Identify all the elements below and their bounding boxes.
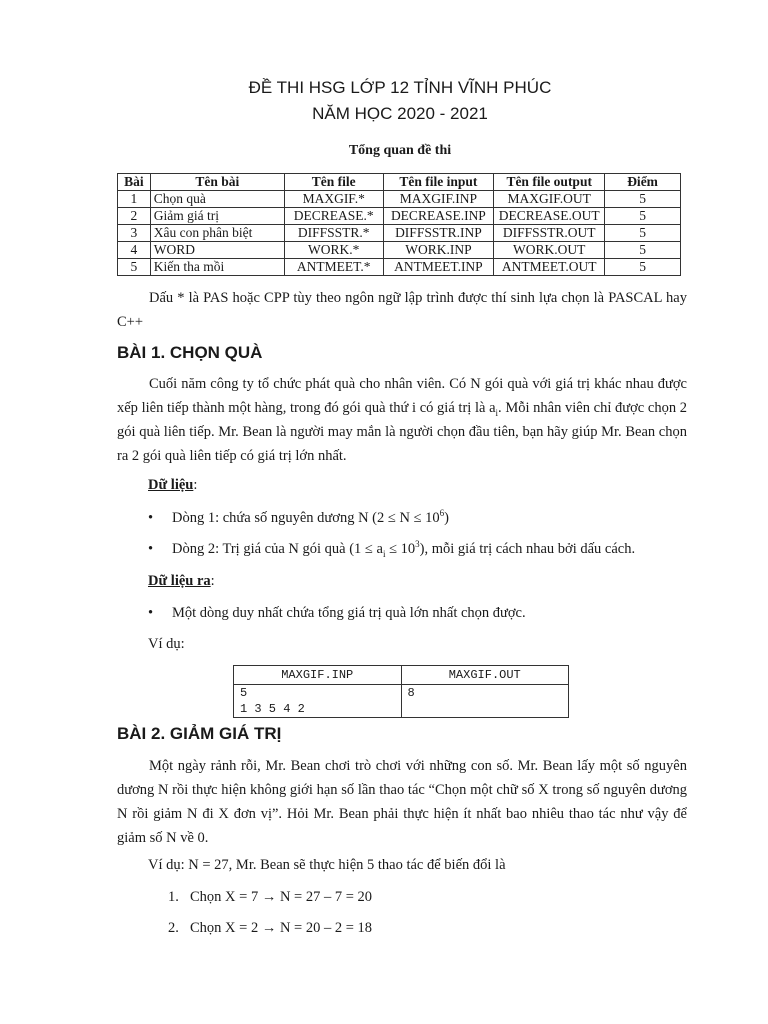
step-number: 2. — [168, 920, 179, 936]
step-number: 1. — [168, 889, 179, 905]
table-row — [118, 208, 681, 225]
example-output-header: MAXGIF.OUT — [401, 666, 569, 685]
cell-file: DIFFSSTR.* — [284, 225, 383, 242]
cell-points: 5 — [605, 225, 681, 242]
cell-output: DIFFSSTR.OUT — [494, 225, 605, 242]
cell-file: WORK.* — [284, 242, 383, 259]
bullet-dot-icon: • — [148, 605, 154, 621]
cell-output: WORK.OUT — [494, 242, 605, 259]
output-label-text: Dữ liệu ra — [148, 573, 211, 589]
language-note: Dấu * là PAS hoặc CPP tùy theo ngôn ngữ lập trình được thí sinh lựa chọn là PASCAL hay C++ — [117, 290, 687, 330]
exam-year: NĂM HỌC 2020 - 2021 — [312, 104, 488, 123]
cell-no: 4 — [118, 242, 151, 259]
overview-subtitle: Tổng quan đề thi — [348, 143, 452, 158]
problem1-statement-sub: i — [495, 407, 499, 418]
example-table — [233, 665, 569, 718]
cell-output: DECREASE.OUT — [494, 208, 605, 225]
step-text: Chọn X = 2 → N = 20 – 2 = 18 — [190, 920, 373, 936]
cell-no: 3 — [118, 225, 151, 242]
overview-table — [117, 173, 681, 276]
output-bullet-1 — [148, 605, 526, 622]
input-bullet-2 — [148, 541, 635, 558]
problem2-example-intro: Ví dụ: N = 27, Mr. Bean sẽ thực hiện 5 thao tác để biến đổi là — [148, 857, 506, 873]
problem1-statement-part1: Cuối năm công ty tổ chức phát quà cho nhân viên. Có N gói quà với giá trị khác nhau được xếp liên tiếp thành một hàng, trong đó gói quà thứ i có giá trị là a — [117, 376, 687, 416]
cell-file: MAXGIF.* — [284, 191, 383, 208]
input-bullet-2-text-c: ), mỗi giá trị cách nhau bởi dấu cách. — [419, 541, 636, 557]
cell-points: 5 — [605, 191, 681, 208]
example-input-header: MAXGIF.INP — [234, 666, 402, 685]
bullet-dot-icon: • — [148, 541, 154, 557]
example-input-cell — [234, 685, 402, 718]
input-bullet-2-text-a: Dòng 2: Trị giá của N gói quà (1 ≤ a — [172, 541, 383, 557]
example-output-cell — [401, 685, 569, 718]
cell-input: WORK.INP — [383, 242, 494, 259]
cell-name: Kiến tha mồi — [150, 259, 284, 276]
cell-name: WORD — [150, 242, 284, 259]
table-row — [118, 191, 681, 208]
cell-output: MAXGIF.OUT — [494, 191, 605, 208]
step-item — [168, 920, 372, 937]
cell-input: DIFFSSTR.INP — [383, 225, 494, 242]
col-header-output: Tên file output — [494, 174, 605, 191]
col-header-points: Điểm — [605, 174, 681, 191]
problem1-input-label: Dữ liệu: — [148, 477, 198, 493]
problem2-heading: BÀI 2. GIẢM GIÁ TRỊ — [117, 724, 282, 743]
input-bullet-2-sup: 3 — [415, 539, 420, 550]
input-bullet-1-text-b: ) — [444, 510, 449, 526]
col-header-no: Bài — [118, 174, 151, 191]
input-bullet-1-text-a: Dòng 1: chứa số nguyên dương N (2 ≤ N ≤ 10 — [172, 510, 440, 526]
example-data-row — [234, 685, 569, 718]
cell-name: Giảm giá trị — [150, 208, 284, 225]
output-bullet-1-text: Một dòng duy nhất chứa tổng giá trị quà lớn nhất chọn được. — [172, 605, 526, 621]
table-row — [118, 225, 681, 242]
step-item — [168, 889, 372, 906]
cell-no: 2 — [118, 208, 151, 225]
input-bullet-2-text-b: ≤ 10 — [385, 541, 416, 557]
exam-title: ĐỀ THI HSG LỚP 12 TỈNH VĨNH PHÚC — [248, 78, 552, 97]
problem1-statement — [117, 372, 687, 468]
col-header-name: Tên bài — [150, 174, 284, 191]
cell-points: 5 — [605, 242, 681, 259]
table-row — [118, 242, 681, 259]
problem1-heading: BÀI 1. CHỌN QUÀ — [117, 343, 263, 362]
col-header-input: Tên file input — [383, 174, 494, 191]
bullet-dot-icon: • — [148, 510, 154, 526]
cell-input: DECREASE.INP — [383, 208, 494, 225]
cell-no: 5 — [118, 259, 151, 276]
example-header-row — [234, 666, 569, 685]
cell-points: 5 — [605, 208, 681, 225]
input-bullet-1 — [148, 510, 449, 527]
problem1-output-label: Dữ liệu ra: — [148, 573, 215, 589]
input-label-text: Dữ liệu — [148, 477, 194, 493]
problem1-statement-part2: . Mỗi nhân viên chỉ được chọn 2 gói quà liên tiếp. Mr. Bean là người may mắn là người chọn đầu tiên, bạn hãy giúp Mr. Bean chọn ra 2 gói quà liên tiếp có giá trị lớn nhất. — [117, 400, 687, 464]
cell-points: 5 — [605, 259, 681, 276]
input-bullet-2-sub: i — [382, 548, 386, 559]
example-input-line: 5 — [240, 686, 248, 700]
overview-header-row — [118, 174, 681, 191]
cell-output: ANTMEET.OUT — [494, 259, 605, 276]
example-output-line: 8 — [407, 686, 415, 700]
cell-file: ANTMEET.* — [284, 259, 383, 276]
col-header-file: Tên file — [284, 174, 383, 191]
example-input-line: 1 3 5 4 2 — [240, 702, 305, 716]
problem2-statement: Một ngày rảnh rỗi, Mr. Bean chơi trò chơi với những con số. Mr. Bean lấy một số nguyên dương N rồi thực hiện không giới hạn số lần thao tác “Chọn một chữ số X trong số nguyên dương N rồi giảm N đi X đơn vị”. Hỏi Mr. Bean phải thực hiện ít nhất bao nhiêu thao tác như vậy để giảm số N về 0. — [117, 758, 687, 846]
cell-input: ANTMEET.INP — [383, 259, 494, 276]
table-row — [118, 259, 681, 276]
cell-no: 1 — [118, 191, 151, 208]
example-label: Ví dụ: — [148, 636, 185, 652]
step-text: Chọn X = 7 → N = 27 – 7 = 20 — [190, 889, 373, 905]
cell-input: MAXGIF.INP — [383, 191, 494, 208]
cell-name: Chọn quà — [150, 191, 284, 208]
cell-name: Xâu con phân biệt — [150, 225, 284, 242]
input-bullet-1-sup: 6 — [439, 508, 445, 519]
cell-file: DECREASE.* — [284, 208, 383, 225]
